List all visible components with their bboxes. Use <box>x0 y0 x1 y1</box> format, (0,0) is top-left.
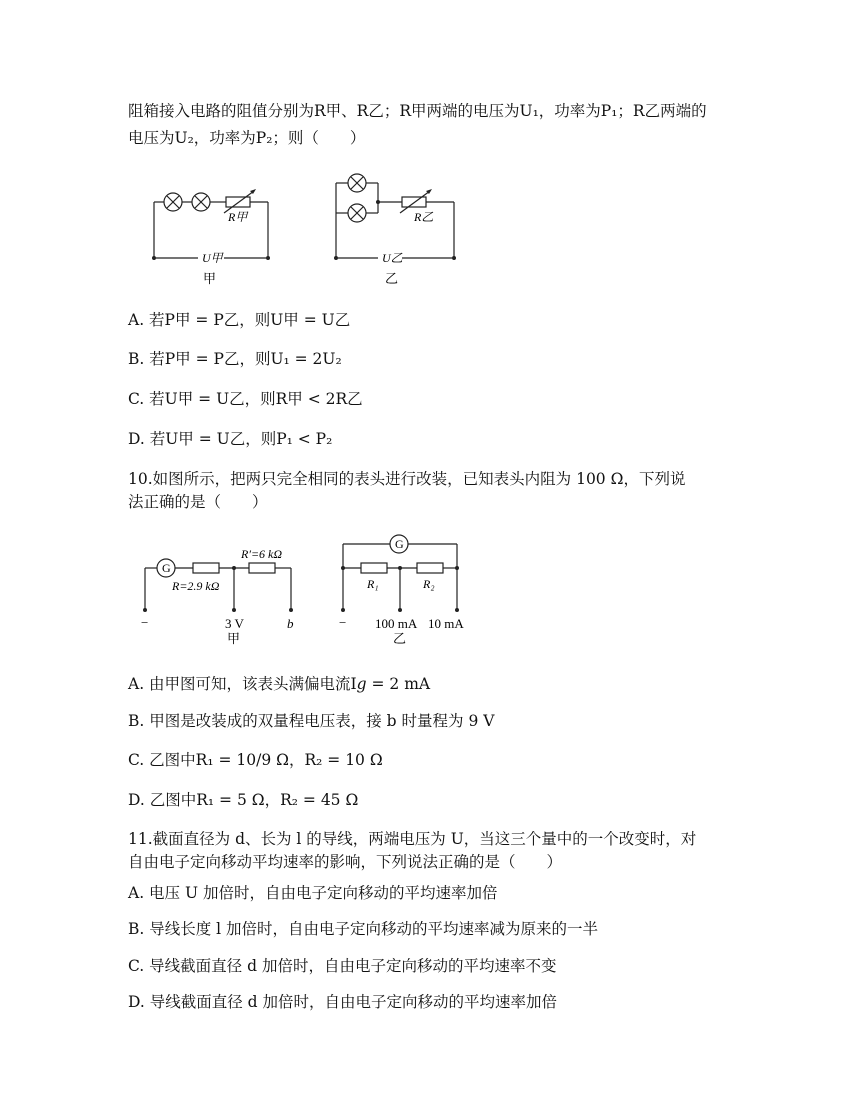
jia-voltage-label: U甲 <box>202 251 223 265</box>
q11-option-d: D. 导线截面直径 d 加倍时，自由电子定向移动的平均速率加倍 <box>128 993 558 1011</box>
q9-option-b: B. 若P甲 = P乙，则U₁ = 2U₂ <box>128 350 342 368</box>
jia-b-terminal: b <box>287 616 294 631</box>
yi-r1-label: R₁ <box>367 577 379 591</box>
jia-r-prime-label: R′=6 kΩ <box>241 547 283 561</box>
q11-option-a: A. 电压 U 加倍时，自由电子定向移动的平均速率加倍 <box>128 884 498 902</box>
q9-option-d: D. 若U甲 = U乙，则P₁ < P₂ <box>128 430 333 448</box>
jia-resistor-label: R甲 <box>228 210 248 224</box>
q9-option-c: C. 若U甲 = U乙，则R甲 < 2R乙 <box>128 390 363 408</box>
yi-resistor-label: R乙 <box>414 210 434 224</box>
q9-option-a: A. 若P甲 = P乙，则U甲 = U乙 <box>128 311 351 329</box>
q9-circuit-figure <box>140 165 470 290</box>
resistor-icon <box>361 563 387 573</box>
jia-caption: 甲 <box>203 271 217 286</box>
yi-galvanometer-label: G <box>395 537 404 551</box>
q10-circuit-figure <box>135 530 480 650</box>
q11-stem-line2: 自由电子定向移动平均速率的影响，下列说法正确的是（ ） <box>128 853 563 871</box>
resistor-icon <box>417 563 443 573</box>
q10-option-a: A. 由甲图可知，该表头满偏电流I𝑔 = 2 mA <box>128 675 431 693</box>
yi-voltage-label: U乙 <box>382 251 403 265</box>
q11-stem-line1: 11.截面直径为 d、长为 l 的导线，两端电压为 U，当这三个量中的一个改变时，对 <box>128 830 697 848</box>
jia-galvanometer-label: G <box>162 561 171 575</box>
q9-stem-line1: 阻箱接入电路的阻值分别为R甲、R乙；R甲两端的电压为U₁，功率为P₁；R乙两端的 <box>128 102 707 120</box>
q10-stem-line1: 10.如图所示，把两只完全相同的表头进行改装，已知表头内阻为 100 Ω，下列说 <box>128 470 686 488</box>
yi-caption: 乙 <box>393 631 407 646</box>
q10-option-b: B. 甲图是改装成的双量程电压表，接 b 时量程为 9 V <box>128 712 495 730</box>
jia-r-label: R=2.9 kΩ <box>172 579 220 593</box>
yi-100ma-terminal: 100 mA <box>375 616 418 631</box>
q11-option-b: B. 导线长度 l 加倍时，自由电子定向移动的平均速率减为原来的一半 <box>128 920 599 938</box>
yi-minus-terminal: − <box>339 615 347 630</box>
yi-caption: 乙 <box>385 271 399 286</box>
q11-option-c: C. 导线截面直径 d 加倍时，自由电子定向移动的平均速率不变 <box>128 957 557 975</box>
jia-3v-terminal: 3 V <box>225 616 244 631</box>
yi-r2-label: R₂ <box>423 577 435 591</box>
q10-option-c: C. 乙图中R₁ = 10/9 Ω，R₂ = 10 Ω <box>128 751 383 769</box>
resistor-icon <box>249 563 275 573</box>
q9-stem-line2: 电压为U₂，功率为P₂；则（ ） <box>128 129 366 147</box>
yi-10ma-terminal: 10 mA <box>428 616 464 631</box>
q10-option-d: D. 乙图中R₁ = 5 Ω，R₂ = 45 Ω <box>128 791 359 809</box>
jia-minus-terminal: − <box>141 615 149 630</box>
jia-caption: 甲 <box>227 631 241 646</box>
q10-stem-line2: 法正确的是（ ） <box>128 493 268 511</box>
resistor-icon <box>193 563 219 573</box>
